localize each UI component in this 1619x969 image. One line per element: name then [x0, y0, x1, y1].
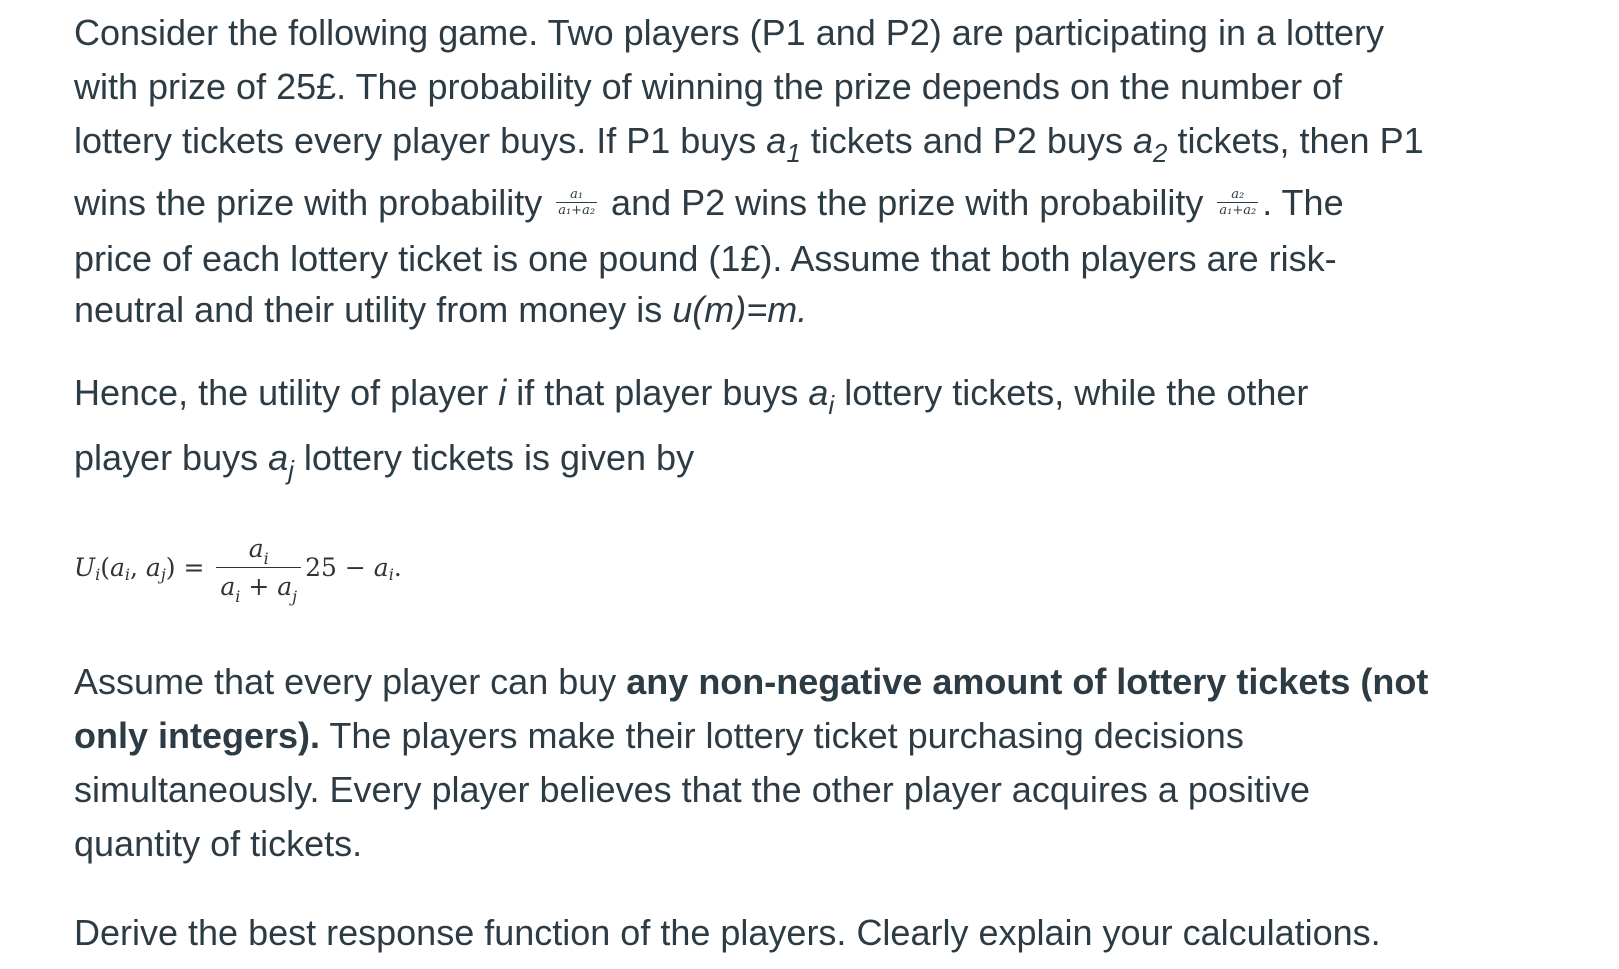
formula-var: a	[220, 571, 236, 601]
text-span: neutral and their utility from money is	[74, 289, 673, 330]
text-line: Derive the best response function of the players. Clearly explain your calculations.	[74, 912, 1381, 953]
text-span: and P2 wins the prize with probability	[601, 182, 1214, 223]
formula-var: a	[248, 533, 264, 563]
formula-comma: ,	[130, 552, 146, 582]
variable-ai: a	[808, 372, 829, 413]
text-span: The players make their lottery ticket purchasing decisions	[320, 715, 1244, 756]
subscript-2: 2	[1153, 138, 1168, 168]
formula-var: a	[277, 571, 293, 601]
formula-U: U	[74, 552, 96, 582]
text-line: Consider the following game. Two players (P1 and P2) are participating in a lottery	[74, 12, 1385, 53]
text-span: tickets, then P1	[1167, 120, 1424, 161]
utility-formula	[74, 522, 402, 612]
utility-intro-paragraph	[74, 362, 1614, 492]
problem-statement-paragraph	[74, 6, 1614, 337]
text-span: Assume that every player can buy	[74, 661, 627, 702]
text-line	[74, 283, 1614, 337]
fraction-numerator: a₂	[1217, 187, 1258, 203]
text-span: . The	[1262, 182, 1344, 223]
probability-fraction-p1	[556, 187, 597, 218]
formula-subscript: i	[263, 548, 269, 568]
text-span: tickets and P2 buys	[800, 120, 1133, 161]
text-span: player buys	[74, 437, 269, 478]
formula-subscript: i	[388, 564, 394, 584]
formula-rest: 25 −	[305, 552, 374, 582]
formula-subscript: i	[235, 586, 241, 606]
assumption-paragraph	[74, 655, 1614, 871]
fraction-numerator: a₁	[556, 187, 597, 203]
text-span: lottery tickets every player buys. If P1 buys	[74, 120, 767, 161]
probability-fraction-p2	[1217, 187, 1258, 218]
subscript-1: 1	[786, 138, 801, 168]
text-line: price of each lottery ticket is one pound (1£). Assume that both players are risk-	[74, 238, 1337, 279]
text-line	[74, 171, 1614, 235]
text-span: if that player buys	[506, 372, 809, 413]
formula-equals: =	[175, 552, 213, 582]
formula-paren: (	[100, 552, 110, 582]
formula-plus: +	[240, 571, 278, 601]
formula-denominator	[216, 568, 301, 606]
formula-subscript: i	[95, 564, 101, 584]
text-line	[74, 362, 1614, 427]
formula-var: a	[109, 552, 125, 582]
bold-text: only integers).	[74, 715, 321, 756]
fraction-denominator: a₁+a₂	[1219, 202, 1257, 218]
text-line: simultaneously. Every player believes that the other player acquires a positive	[74, 769, 1310, 810]
formula-subscript: j	[292, 586, 298, 606]
text-span: lottery tickets, while the other	[834, 372, 1309, 413]
formula-var: a	[373, 552, 389, 582]
variable-a1: a	[766, 120, 787, 161]
text-line	[74, 427, 1614, 492]
formula-period: .	[393, 552, 402, 582]
text-line	[74, 655, 1614, 709]
text-span: wins the prize with probability	[74, 182, 553, 223]
text-span: Hence, the utility of player	[74, 372, 499, 413]
subscript-j: j	[288, 455, 294, 485]
utility-expression: u(m)=m.	[672, 289, 808, 330]
text-line: with prize of 25£. The probability of winning the prize depends on the number of	[74, 66, 1343, 107]
text-span: lottery tickets is given by	[293, 437, 695, 478]
question-paragraph	[74, 906, 1614, 960]
formula-numerator	[216, 534, 301, 568]
bold-text: any non-negative amount of lottery tickets (not	[626, 661, 1429, 702]
variable-aj: a	[268, 437, 289, 478]
text-line: quantity of tickets.	[74, 823, 363, 864]
text-line	[74, 114, 1614, 171]
fraction-denominator: a₁+a₂	[558, 202, 596, 218]
formula-subscript: j	[160, 564, 166, 584]
formula-subscript: i	[124, 564, 130, 584]
variable-a2: a	[1132, 120, 1153, 161]
text-line	[74, 709, 1614, 763]
variable-i: i	[498, 372, 507, 413]
subscript-i: i	[828, 390, 835, 420]
formula-fraction	[216, 533, 301, 606]
formula-paren: )	[165, 552, 176, 582]
formula-var: a	[145, 552, 161, 582]
